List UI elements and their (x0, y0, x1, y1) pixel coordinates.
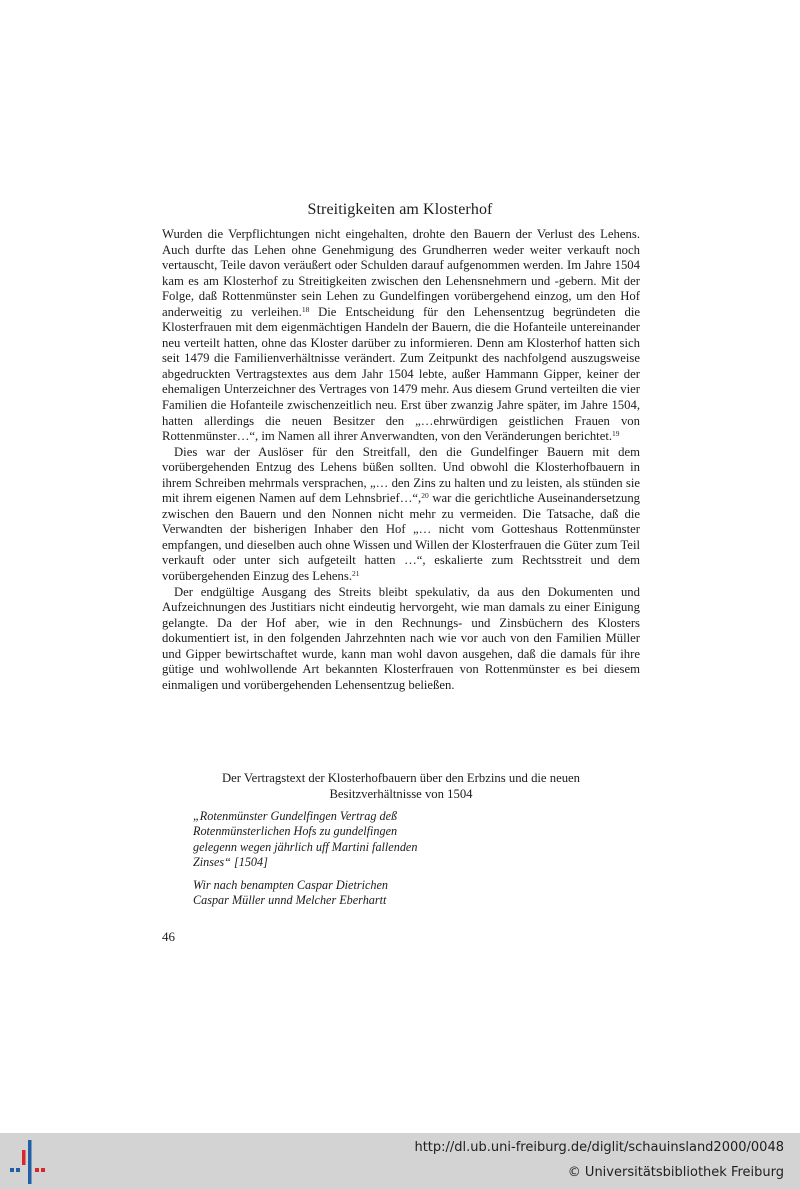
ub-freiburg-logo-icon[interactable] (8, 1140, 52, 1184)
source-url-link[interactable]: http://dl.ub.uni-freiburg.de/diglit/schauinsland2000/0048 (414, 1140, 784, 1155)
footnote-ref-19[interactable]: 19 (612, 429, 620, 439)
copyright-text: © Universitätsbibliothek Freiburg (567, 1165, 784, 1180)
page-number: 46 (162, 929, 175, 944)
footnote-ref-18[interactable]: 18 (301, 304, 310, 314)
paragraph-1: Wurden die Verpflichtungen nicht eingehalten, drohte den Bauern der Verlust des Lehens. Auch durfte das Lehen ohne Genehmigung des Grundherren weder weiter verkauft noch vertauscht, Teile davon veräußert oder Schulden darauf aufgenommen werden. Im Jahre 1504 kam es am Klosterhof zu Streitigkeiten zwischen den Lehensnehmern und -gebern. Mit der Folge, daß Rottenmünster sein Lehen zu Gundelfingen vorübergehend einzog, um den Hof anderweitig zu verleihen.$^{18}$ Die Entscheidung für den Lehensentzug begründeten die Klosterfrauen mit dem eigenmächtigen Handeln der Bauern, die die Hofanteile untereinander neu verteilt hatten, ohne das Kloster darüber zu informieren. Denn am Klosterhof hatten sich seit 1479 die Familienverhältnisse verändert. Zum Zeitpunkt des nachfolgend auszugsweise abgedruckten Vertragstextes aus dem Jahr 1504 lebte, außer Hammann Gipper, keiner der ehemaligen Unterzeichner des Vertrages von 1479 mehr. Aus diesem Grund verteilten die vier Familien die Hofanteile zwischenzeitlich neu. Erst über zwanzig Jahre später, im Jahre 1504, hatten allerdings die neuen Besitzer den „…ehrwürdigen geistlichen Frauen von Rottenmünster…“, im Namen all ihrer Anverwandten, von den Veränderungen berichtet.$^{19}$ (162, 227, 640, 444)
contract-quote-title: „Rotenmünster Gundelfingen Vertrag deß Rotenmünsterlichen Hofs zu gundelfingen gelegenn wegen jährlich uff Martini fallenden Zinses“ [1504] (193, 809, 418, 870)
paragraph-2: Dies war der Auslöser für den Streitfall, den die Gundelfinger Bauern mit dem vorübergehenden Entzug des Lehens büßen sollten. Und obwohl die Klosterhofbauern in ihrem Schreiben mehrmals versprachen, „… den Zins zu halten und zu leisten, als stünden sie mit ihrem eigenen Namen auf dem Lehnsbrief…“,$^{20}$ war die gerichtliche Auseinandersetzung zwischen den Bauern und den Nonnen nicht mehr zu vermeiden. Die Tatsache, daß die Verwandten der bisherigen Inhaber den Hof „… nicht vom Gotteshaus Rottenmünster empfangen, und dieselben auch ohne Wissen und Willen der Klosterfrauen die Güter zum Teil verkauft oder unter sich aufgeteilt hatten …“, eskalierte zum Rechtsstreit und dem vorübergehenden Einzug des Lehens.$^{21}$ (162, 444, 641, 584)
footnote-ref-21[interactable]: 21 (352, 569, 360, 579)
library-footer (0, 1133, 800, 1189)
body-text (162, 227, 640, 693)
footnote-ref-20[interactable]: 20 (421, 491, 429, 501)
paragraph-3: Der endgültige Ausgang des Streits bleibt spekulativ, da aus den Dokumenten und Aufzeichnungen des Justitiars nicht eindeutig hervorgeht, wie man damals zu einer Einigung gelangte. Da der Hof aber, wie in den Rechnungs- und Zinsbüchern des Klosters dokumentiert ist, in den folgenden Jahrzehnten nach wie vor auch von den Familien Müller und Gipper bewirtschaftet wurde, kann man wohl davon ausgehen, daß die damals für ihre gütige und wohlwollende Art bekannten Klosterfrauen von Rottenmünster es bei diesem einmaligen und vorübergehenden Lehensentzug beließen. (162, 584, 640, 692)
contract-quote-text: Wir nach benampten Caspar Dietrichen Caspar Müller unnd Melcher Eberhartt (193, 878, 388, 908)
contract-subheading: Der Vertragstext der Klosterhofbauern über den Erbzins und die neuen Besitzverhältnisse von 1504 (221, 771, 581, 801)
section-title: Streitigkeiten am Klosterhof (307, 201, 493, 218)
